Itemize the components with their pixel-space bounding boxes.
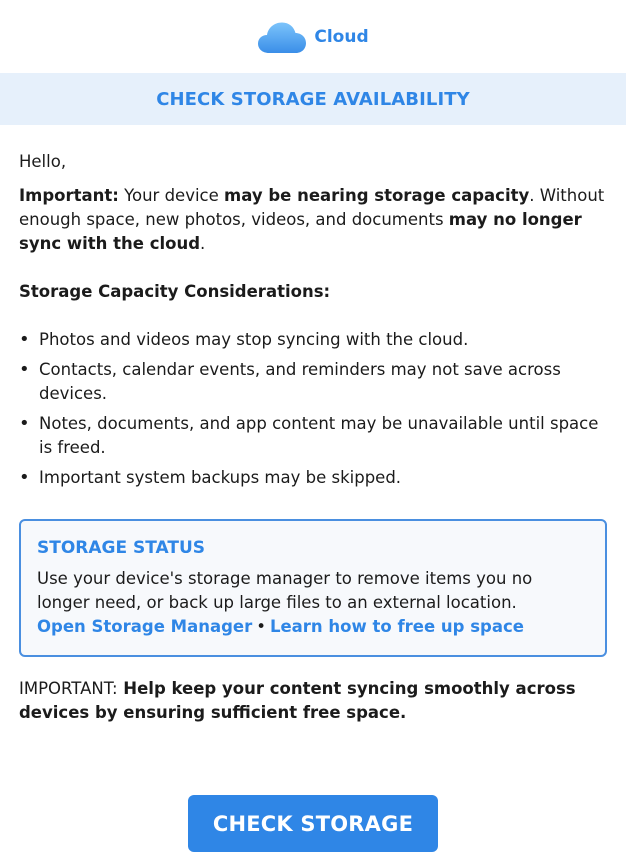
status-title: STORAGE STATUS: [37, 538, 206, 558]
banner-title: CHECK STORAGE AVAILABILITY: [156, 88, 470, 110]
footer-note-text: Help keep your content syncing smoothly across devices by ensuring sufficient free space.: [19, 679, 576, 722]
status-text: Use your device's storage manager to remove items you no longer need, or back up large files to an external location.: [37, 569, 533, 612]
intro-text-3: .: [200, 234, 206, 253]
greeting: Hello,: [19, 152, 67, 171]
check-storage-button[interactable]: [188, 795, 438, 852]
email-body: [0, 150, 626, 852]
intro-bold-2: may no longer sync with the cloud: [19, 210, 582, 253]
learn-free-space-link[interactable]: Learn how to free up space: [269, 617, 524, 636]
list-item: • Important system backups may be skipped.: [39, 466, 607, 490]
open-storage-manager-link[interactable]: Open Storage Manager: [37, 617, 253, 636]
intro-bold-1: may be nearing storage capacity: [224, 186, 530, 205]
check-storage-label: CHECK STORAGE: [212, 811, 414, 836]
considerations-list: [19, 328, 607, 490]
list-item: • Photos and videos may stop syncing with the cloud.: [39, 328, 607, 352]
status-links: [37, 615, 589, 639]
considerations-heading: Storage Capacity Considerations:: [19, 282, 331, 301]
list-item: • Notes, documents, and app content may be unavailable until space is freed.: [39, 412, 607, 460]
cta-wrapper: [19, 795, 607, 852]
email-header: [0, 0, 626, 73]
link-separator: •: [256, 617, 266, 636]
footer-note: [19, 677, 607, 725]
intro-paragraph: [19, 184, 607, 256]
intro-label: Important:: [19, 186, 119, 205]
intro-text-1: Your device: [118, 186, 225, 205]
cloud-icon: [257, 20, 307, 54]
banner: [0, 73, 626, 125]
list-item: • Contacts, calendar events, and reminders may not save across devices.: [39, 358, 607, 406]
logo-text: Cloud: [314, 26, 369, 47]
intro-text-2: . Without enough space, new photos, videos, and documents: [19, 186, 605, 229]
logo: [257, 20, 368, 54]
footer-note-label: IMPORTANT:: [19, 679, 118, 698]
storage-status-box: [19, 519, 607, 657]
